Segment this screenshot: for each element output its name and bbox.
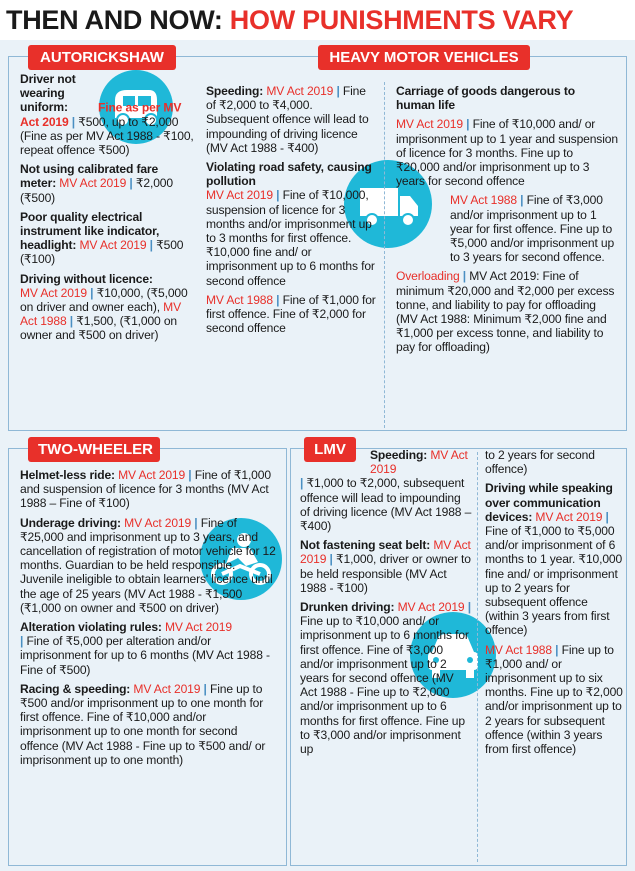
headline-main: THEN AND NOW: [6, 5, 230, 35]
page-title [6, 4, 630, 36]
list-item: Not fastening seat belt: MV Act 2019 | ₹1,000, driver or owner to be held responsible (MV Act 1988 - ₹100) [300, 538, 471, 595]
list-item: Driving while speaking over communication devices: MV Act 2019 | Fine of ₹1,000 to ₹5,000 and/or imprisonment of 6 months to 1 year. ₹10,000 fine and/ or imprisonment up to 2 years for subsequent offence (within 3 years from first offence) [485, 481, 623, 638]
list-item: Violating road safety, causing pollution MV Act 2019 | Fine of ₹10,000, suspension of licence for 3 months and/or imprisonment up to 3 months for first offence. ₹10,000 fine and/ or imprisonment up to 6 months for second offence [206, 160, 375, 288]
list-item: Racing & speeding: MV Act 2019 | Fine up to ₹500 and/or imprisonment up to one month for first offence. Fine of ₹10,000 and/or imprisonment up to one month for second offence (MV Act 1988 - Fine up to ₹500 and/ or imprisonment up to one month) [20, 681, 266, 767]
lmv-right-column [485, 448, 623, 761]
section-label-heavy-motor-vehicles: HEAVY MOTOR VEHICLES [318, 45, 530, 70]
list-item: MV Act 1988 | Fine of ₹1,000 for first offence. Fine of ₹2,000 for second offence [206, 292, 376, 336]
heavy-right-column [396, 84, 618, 360]
list-item: Poor quality electrical instrument like indicator, headlight: MV Act 2019 | ₹500 (₹100) [20, 209, 184, 267]
lmv-left-column [300, 448, 472, 761]
heavy-left-column [206, 84, 378, 340]
autorickshaw-column [20, 72, 196, 348]
list-item: Driving without licence: MV Act 2019 | ₹10,000, (₹5,000 on driver and owner each), MV Act 1988 | ₹1,500, (₹1,000 on owner and ₹500 on driver) [20, 271, 188, 343]
list-item: Speeding: MV Act 2019 | Fine of ₹2,000 to ₹4,000. Subsequent offence will lead to impounding of driving licence (MV Act 1988 - ₹400) [206, 84, 369, 155]
list-item: MV Act 1988 | Fine of ₹3,000 and/or imprisonment up to 1 year for first offence. Fine up to ₹5,000 and/or imprisonment up to 3 years for second offence. [450, 193, 615, 265]
list-item: MV Act 1988 | Fine up to ₹1,000 and/ or imprisonment up to six months. Fine up to ₹2,000 and/or imprisonment up to 2 years for subsequent offence (within 3 years from first offence) [485, 642, 623, 757]
list-item: | ₹1,000 to ₹2,000, subsequent offence will lead to impounding of driving licence (MV Act 1988 – ₹400) [300, 476, 472, 534]
section-label-lmv: LMV [304, 437, 356, 462]
section-label-autorickshaw: AUTORICKSHAW [28, 45, 176, 70]
list-item: Alteration violating rules: MV Act 2019 | Fine of ₹5,000 per alteration and/or imprisonment for up to 6 months (MV Act 1988 - Fine of ₹500) [20, 620, 270, 677]
list-item: Carriage of goods dangerous to human life [396, 84, 575, 113]
list-item: Overloading | MV Act 2019: Fine of minimum ₹20,000 and ₹2,000 per excess tonne, and liability to pay for offloading (MV Act 1988: Minimum ₹2,000 fine and ₹1,000 per excess tonne, and liability to pay for offloading) [396, 269, 615, 355]
list-item: Drunken driving: MV Act 2019 | Fine up to ₹10,000 and/ or imprisonment up to 6 months for first offence. Fine of ₹3,000 and/or imprisonment up to 2 years for second offence (MV Act 1988 - Fine up to ₹2,000 and/or imprisonment up to 6 months for first offence. Fine up to ₹3,000 and/or imprisonment up [300, 600, 471, 757]
list-item: Not using calibrated fare meter: MV Act 2019 | ₹2,000 (₹500) [20, 162, 173, 205]
headline-accent: HOW PUNISHMENTS VARY [229, 5, 574, 35]
list-item: MV Act 2019 | Fine of ₹10,000 and/ or imprisonment up to 1 year and suspension of licence for 3 months. Fine up to ₹20,000 and/or imprisonment up to 3 years for second offence [396, 117, 618, 189]
two-wheeler-column [20, 468, 278, 772]
list-item: Helmet-less ride: MV Act 2019 | Fine of ₹1,000 and suspension of licence for 3 months (MV Act 1988 – Fine of ₹100) [20, 468, 271, 511]
list-item: to 2 years for second offence) [485, 448, 595, 477]
section-label-two-wheeler: TWO-WHEELER [28, 437, 160, 462]
divider [477, 452, 478, 862]
list-item: Speeding: MV Act 2019 [370, 448, 468, 477]
divider [384, 82, 385, 428]
list-item: Driver not wearing uniform:Fine as per MV Act 2019 | ₹500, up to ₹2,000 (Fine as per MV Act 1988 - ₹100, repeat offence ₹500) [20, 72, 194, 158]
list-item: Underage driving: MV Act 2019 | Fine of ₹25,000 and imprisonment up to 3 years, and cancellation of registration of motor vehicle for 12 months. Guardian to be held responsible. Juvenile ineligible to obtain learners' licence until the age of 25 years (MV Act 1988 - ₹1,500 (₹1,000 on owner and ₹500 on driver) [20, 515, 276, 615]
